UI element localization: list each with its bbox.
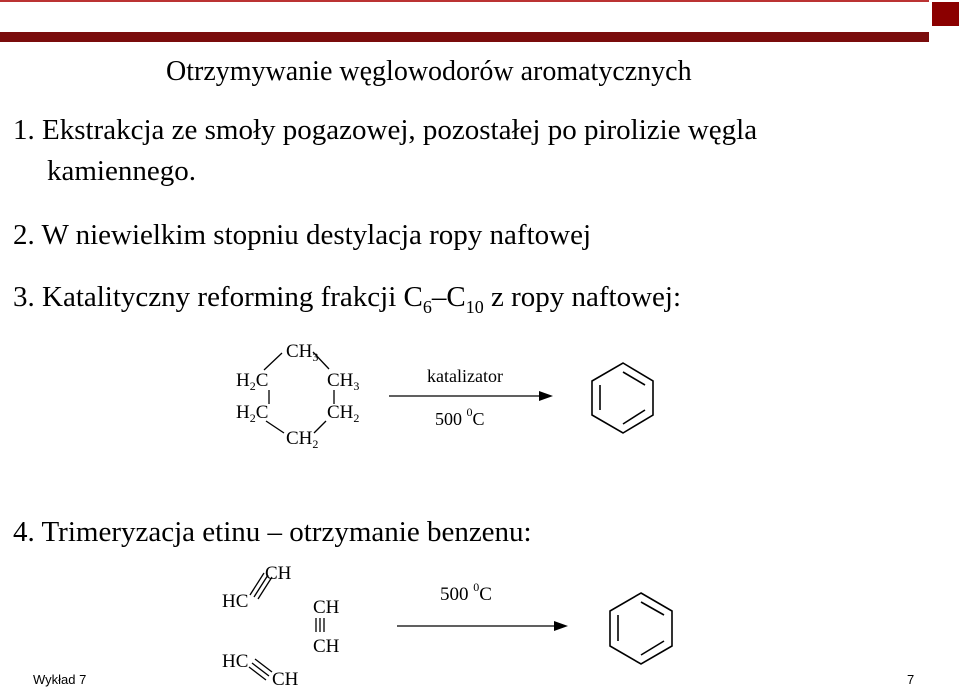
r1-arrow-label-bottom: 500 $^0$C: [435, 405, 485, 429]
r1-ch2-right: $CH_2$: [327, 402, 360, 425]
r2-hc-bottom: HC: [222, 651, 249, 672]
r1-arrowhead: [539, 391, 553, 401]
r1-bond-5: [266, 421, 284, 433]
item-3-sub-6: 6: [422, 297, 432, 317]
r2-hc-top: HC: [222, 591, 249, 612]
r1-bond-6: [314, 421, 326, 433]
r1-arrow-label-top: katalizator: [427, 366, 503, 386]
r1-ch3-right: $CH_3$: [327, 370, 360, 393]
r1-ch3-top: $CH_3$: [286, 341, 319, 364]
r2-arrowhead: [554, 621, 568, 631]
item-1-line-2: kamiennego.: [47, 155, 196, 187]
r1-ch2-bottom: $CH_2$: [286, 428, 319, 451]
item-1-line-1: 1. Ekstrakcja ze smoły pogazowej, pozostałej po pirolizie węgla: [13, 114, 758, 146]
r1-h2c-b: $H_2C$: [236, 402, 269, 425]
item-4: 4. Trimeryzacja etinu – otrzymanie benzenu:: [13, 516, 532, 548]
footer-page-number: 7: [907, 672, 915, 687]
item-3-sub-10: 10: [465, 297, 484, 317]
item-2: 2. W niewielkim stopniu destylacja ropy naftowej: [13, 219, 592, 251]
slide-title: Otrzymywanie węglowodorów aromatycznych: [166, 56, 692, 87]
item-3-mid: –C: [431, 281, 466, 313]
r1-h2c-a: $H_2C$: [236, 370, 269, 393]
r1-bond-1: [264, 353, 282, 370]
footer-lecture: Wykład 7: [33, 672, 87, 687]
benzene-ring-1: [592, 363, 653, 433]
item-3-suffix: z ropy naftowej:: [483, 281, 682, 313]
item-3-prefix: 3. Katalityczny reforming frakcji C: [13, 281, 423, 313]
r2-triple-bottom-1: [249, 667, 266, 680]
r2-arrow-label: 500 $^0$C: [440, 580, 492, 605]
r2-ch-top: CH: [265, 563, 292, 584]
r2-ch-bottom: CH: [272, 669, 299, 690]
benzene-ring-2: [610, 593, 672, 664]
r2-triple-bottom-2: [252, 663, 269, 676]
r2-ch-mid-a: CH: [313, 597, 340, 618]
r2-triple-bottom-3: [255, 659, 272, 672]
r2-ch-mid-b: CH: [313, 636, 340, 657]
